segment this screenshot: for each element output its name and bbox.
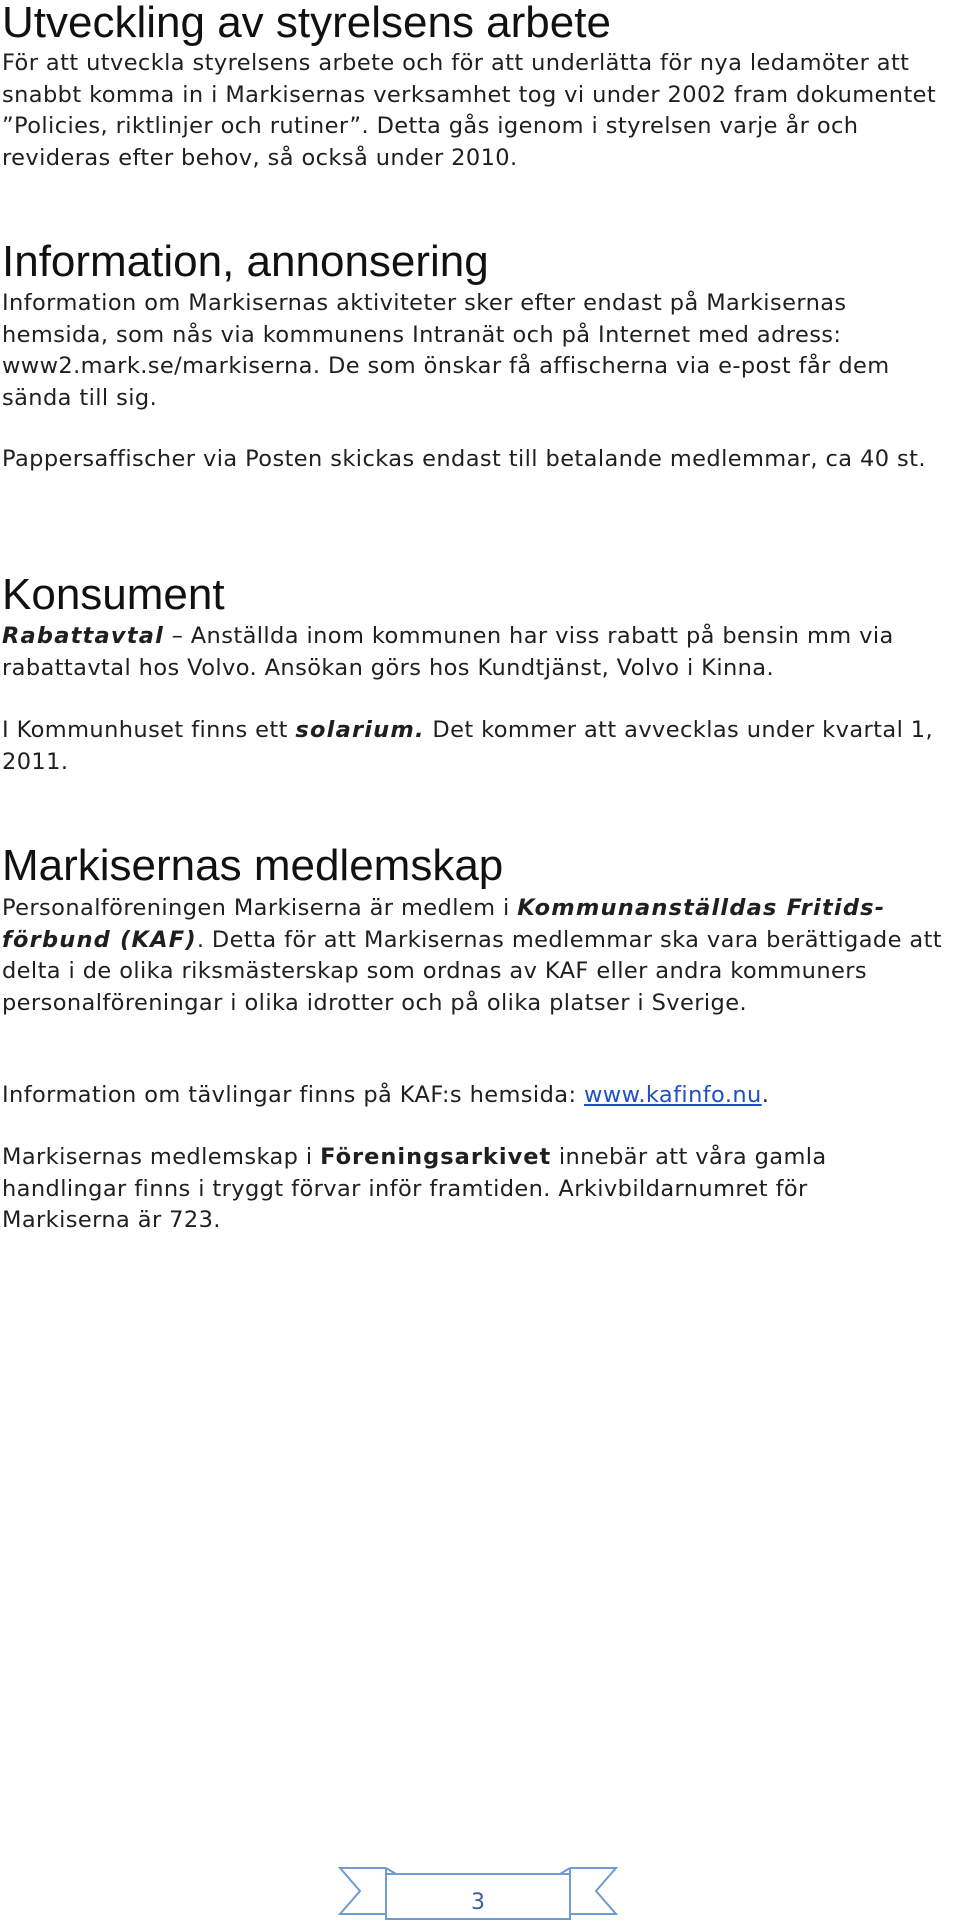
arkiv-text: innebär att våra gamla handlingar finns i tryggt förvar inför framtiden. Arkivbildarnumret för Markiserna är 723.: [2, 1144, 827, 1233]
solarium-text: Det kommer att avvecklas under kvartal 1, 2011.: [2, 717, 934, 775]
paragraph-utveckling: För att utveckla styrelsens arbete och för att underlätta för nya ledamöter att snabbt komma in i Markisernas verksamhet tog vi under 2002 fram dokumentet ”Policies, riktlinjer och rutiner”. Detta gås igenom i styrelsen varje år och revideras efter behov, så också under 2010.: [2, 50, 937, 171]
paragraph-konsument-2: [2, 715, 942, 778]
kaf-text: . Detta för att Markisernas medlemmar ska vara berättigade att delta i de olika riksmästerskap som ordnas av KAF eller andra kommuners personalföreningar i olika idrotter och på olika platser i Sverige.: [2, 926, 943, 1016]
kaf-name: Kommunanställdas Fritids-förbund (KAF): [2, 895, 886, 953]
paragraph-medlemskap-1: [2, 893, 942, 1019]
kaf-info-text: Information om tävlingar finns på KAF:s hemsida:: [2, 1082, 584, 1108]
paragraph-konsument-1: [2, 621, 942, 684]
solarium-label: solarium.: [295, 717, 425, 743]
paragraph-information-1: Information om Markisernas aktiviteter sker efter endast på Markisernas hemsida, som nås via kommunens Intranät och på Internet med adress: www2.mark.se/markiserna. De som önskar få affischerna via e-post får dem sända till sig.: [2, 290, 890, 411]
kaf-intro: Personalföreningen Markiserna är medlem i: [2, 895, 518, 921]
foreningsarkivet-name: Föreningsarkivet: [320, 1144, 552, 1170]
heading-information: Information, annonsering: [2, 237, 489, 286]
heading-konsument: Konsument: [2, 570, 225, 619]
heading-medlemskap: Markisernas medlemskap: [2, 841, 504, 890]
paragraph-medlemskap-2: [2, 1080, 942, 1112]
page-number: 3: [471, 1890, 485, 1915]
arkiv-intro: Markisernas medlemskap i: [2, 1144, 321, 1170]
heading-utveckling: Utveckling av styrelsens arbete: [2, 0, 611, 47]
solarium-intro: I Kommunhuset finns ett: [2, 717, 296, 743]
kaf-info-end: .: [761, 1082, 770, 1108]
rabattavtal-label: Rabattavtal: [2, 623, 165, 649]
paragraph-medlemskap-3: [2, 1142, 942, 1237]
kafinfo-link[interactable]: www.kafinfo.nu: [583, 1082, 762, 1108]
rabattavtal-text: – Anställda inom kommunen har viss rabatt på bensin mm via rabattavtal hos Volvo. Ansökan görs hos Kundtjänst, Volvo i Kinna.: [2, 623, 894, 681]
paragraph-information-2: Pappersaffischer via Posten skickas endast till betalande medlemmar, ca 40 st.: [2, 446, 926, 472]
